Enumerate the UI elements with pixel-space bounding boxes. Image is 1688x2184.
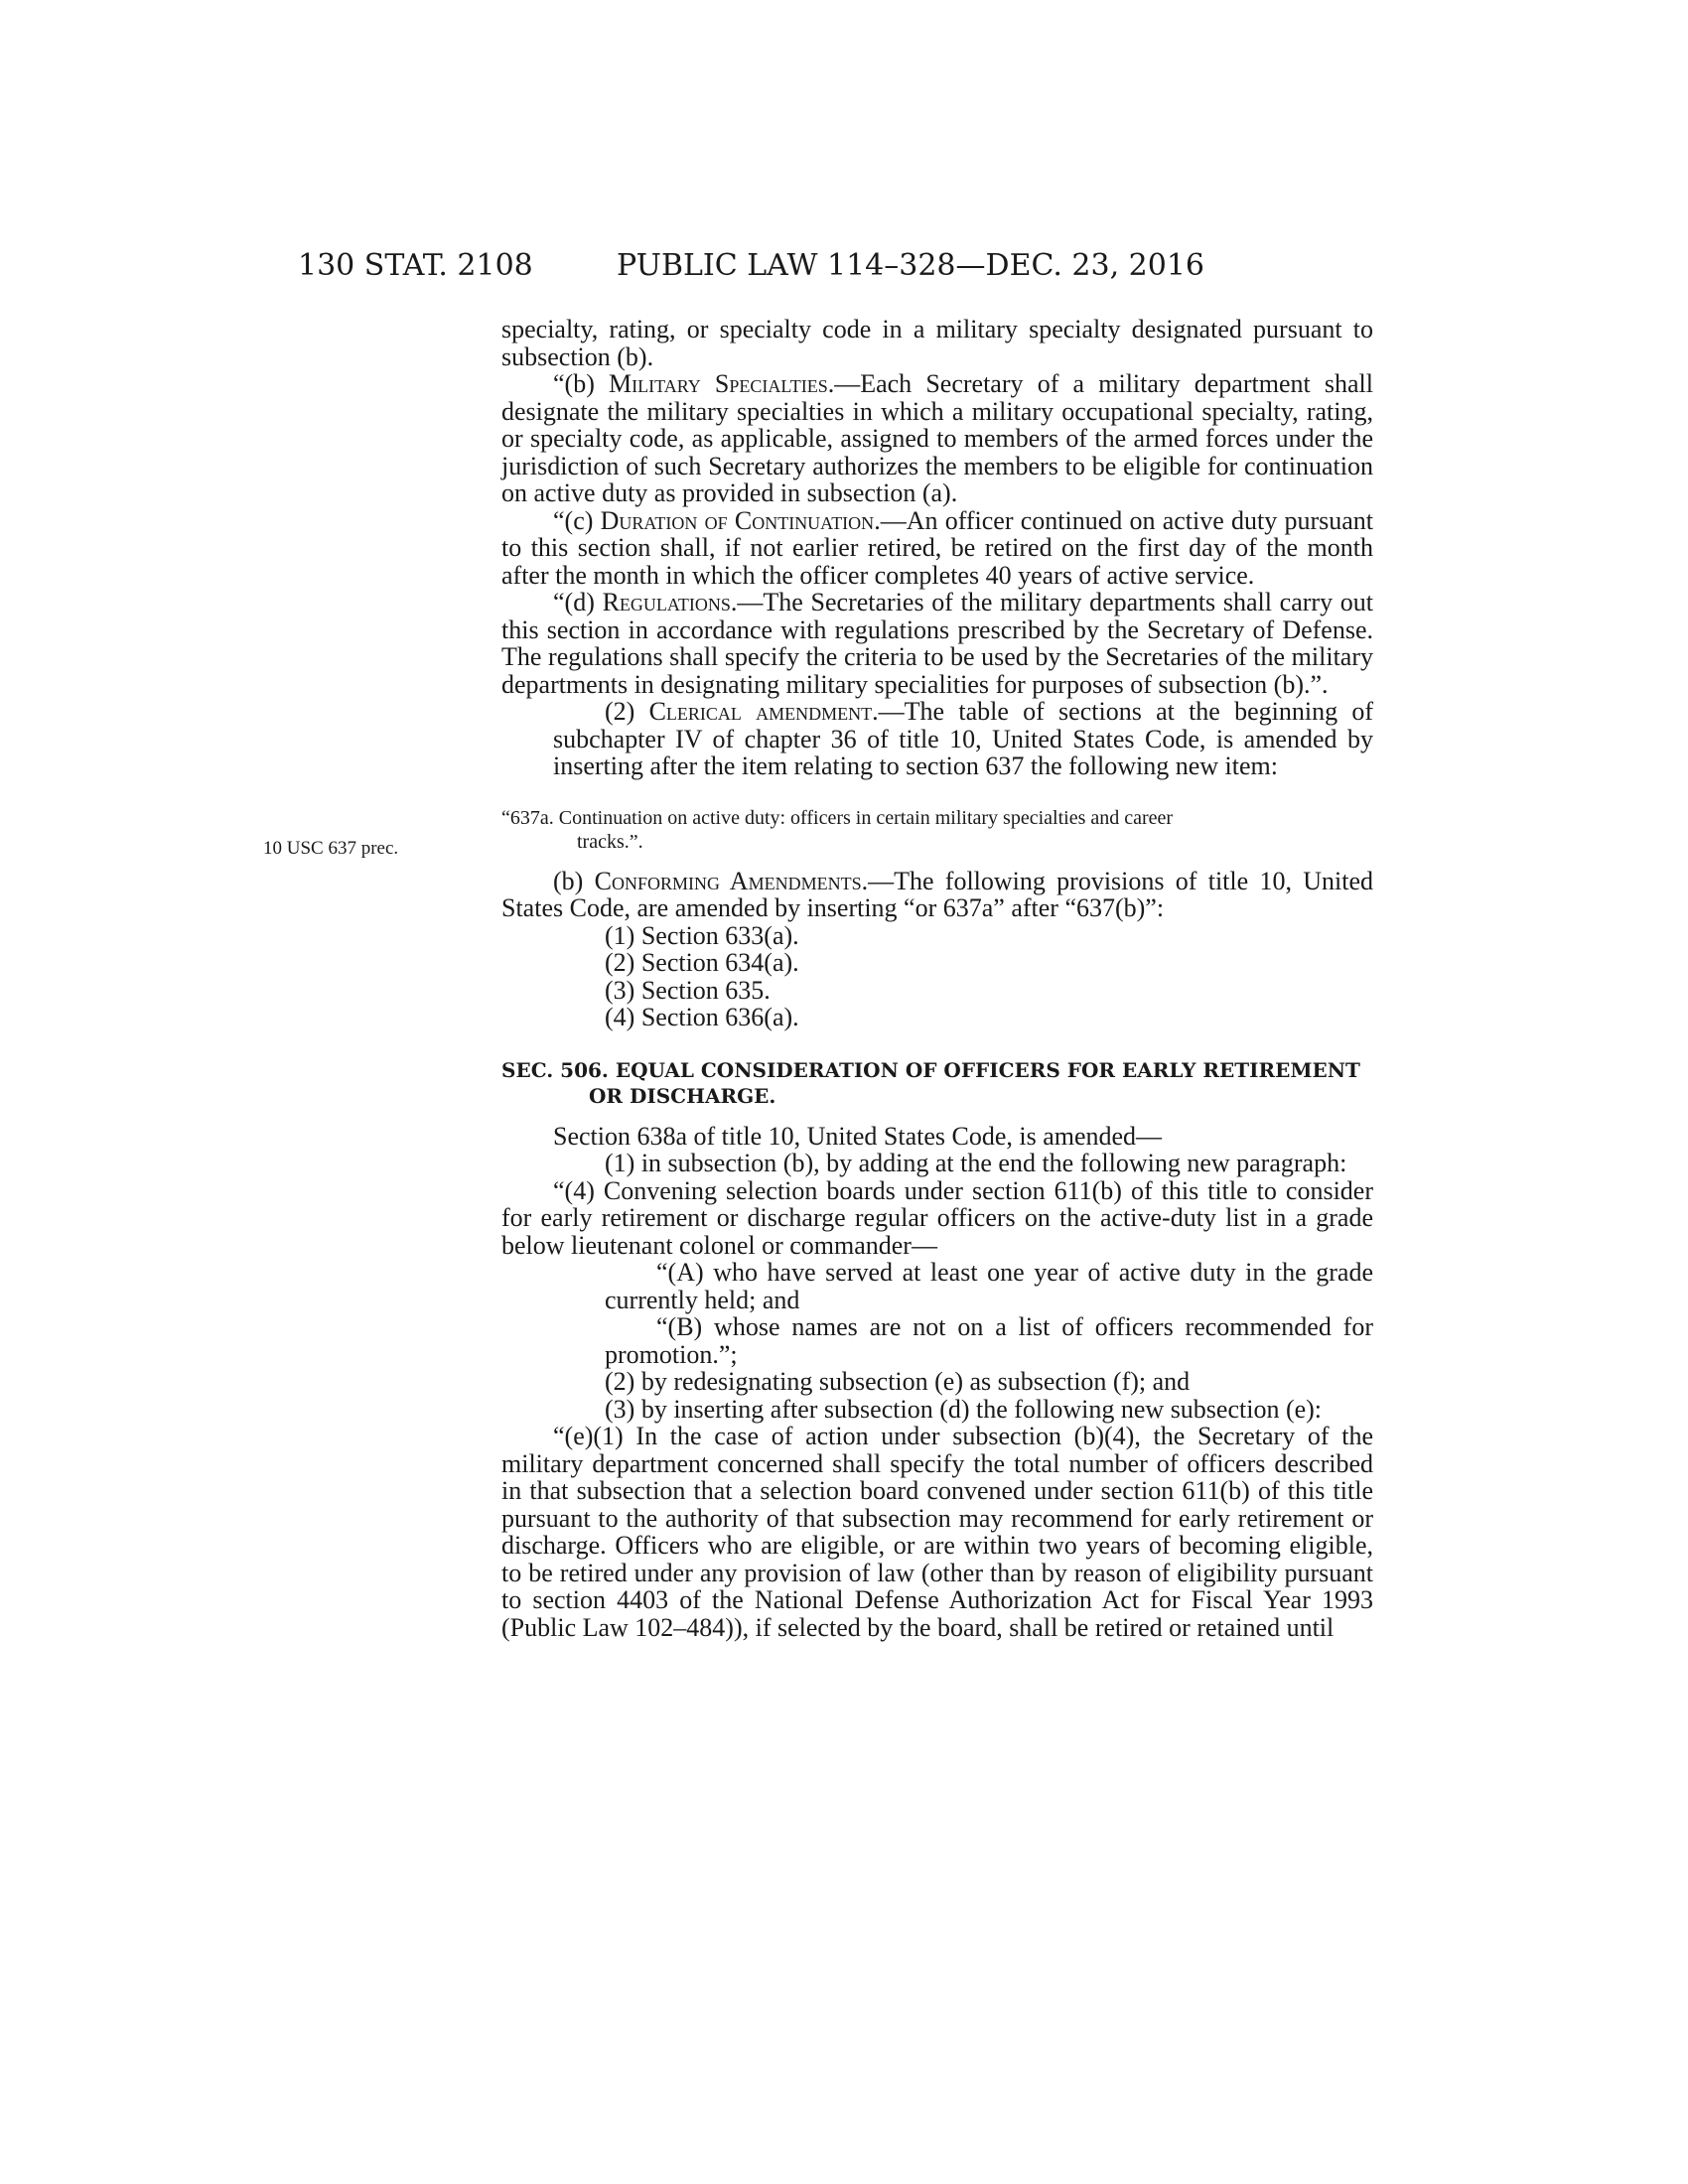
public-law-header: PUBLIC LAW 114–328—DEC. 23, 2016 [617,248,1205,283]
table-item: “637a. Continuation on active duty: officers in certain military specialties and career tracks.”. [501,806,1174,853]
list-item: (3) Section 635. [605,975,771,1005]
section-intro: Section 638a of title 10, United States Code, is amended— [553,1121,1163,1151]
subsection-d-heading: Regulations [602,588,731,616]
subsection-c: “(c) Duration of Continuation.—An officer continued on active duty pursuant to this section shall, if not earlier retired, be retired on the first day of the month after the month in which the officer completes 40 years of active service. [501,505,1373,590]
subsection-b: “(b) Military Specialties.—Each Secretary of a military department shall designate the military specialties in which a military occupational specialty, rating, or specialty code, as applicable, assigned to members of the armed forces under the jurisdiction of such Secretary authorizes the members to be eligible for continuation on active duty as provided in subsection (a). [501,369,1373,507]
provision-list [501,922,1373,1031]
subsection-c-heading: Duration of Continuation [600,505,875,535]
conforming-amendments: (b) Conforming Amendments.—The following provisions of title 10, United States Code, are amended by inserting “or 637a” after “637(b)”: [501,866,1373,922]
clause-a: “(A) who have served at least one year of active duty in the grade currently held; and [605,1258,1373,1314]
list-item: (1) Section 633(a). [605,920,799,950]
list-item: (4) Section 636(a). [605,1003,799,1031]
clerical-amendment: (2) Clerical amendment.—The table of sections at the beginning of subchapter IV of chapter 36 of title 10, United States Code, is amended by inserting after the item relating to section 637 the following new item: [553,697,1374,780]
subsection-d: “(d) Regulations.—The Secretaries of the military departments shall carry out this section in accordance with regulations prescribed by the Secretary of Defense. The regulations shall specify the criteria to be used by the Secretaries of the military departments in designating military specialities for purposes of subsection (b).”. [501,588,1373,699]
clause-b: “(B) whose names are not on a list of officers recommended for promotion.”; [605,1312,1373,1369]
subsection-b-heading: Military Specialties [609,369,828,398]
section-heading: SEC. 506. EQUAL CONSIDERATION OF OFFICERS FOR EARLY RETIREMENT OR DISCHARGE. [501,1057,1360,1108]
amendment-2: (2) by redesignating subsection (e) as subsection (f); and [605,1367,1191,1396]
document-body [501,316,1373,1641]
page-number-header: 130 STAT. 2108 [298,248,533,283]
margin-citation: 10 USC 637 prec. [263,838,399,859]
new-subsection-e: “(e)(1) In the case of action under subsection (b)(4), the Secretary of the military department concerned shall specify the total number of officers described in that subsection that a selection board convened under section 611(b) of this title pursuant to the authority of that subsection may recommend for early retirement or discharge. Officers who are eligible, or are within two years of becoming eligible, to be retired under any provision of law (other than by reason of eligibility pursuant to section 4403 of the National Defense Authorization Act for Fiscal Year 1993 (Public Law 102–484)), if selected by the board, shall be retired or retained until [501,1422,1373,1642]
clerical-amendment-heading: Clerical amendment [648,697,873,726]
amendment-1: (1) in subsection (b), by adding at the end the following new paragraph: [605,1149,1347,1177]
amendment-3: (3) by inserting after subsection (d) the following new subsection (e): [605,1394,1323,1424]
list-item: (2) Section 634(a). [605,948,799,977]
paragraph-continuation: specialty, rating, or specialty code in a military specialty designated pursuant to subsection (b). [501,315,1373,371]
conforming-amendments-heading: Conforming Amendments [594,866,862,895]
new-paragraph-4: “(4) Convening selection boards under section 611(b) of this title to consider for early retirement or discharge regular officers on the active-duty list in a grade below lieutenant colonel or commander— [501,1175,1373,1260]
